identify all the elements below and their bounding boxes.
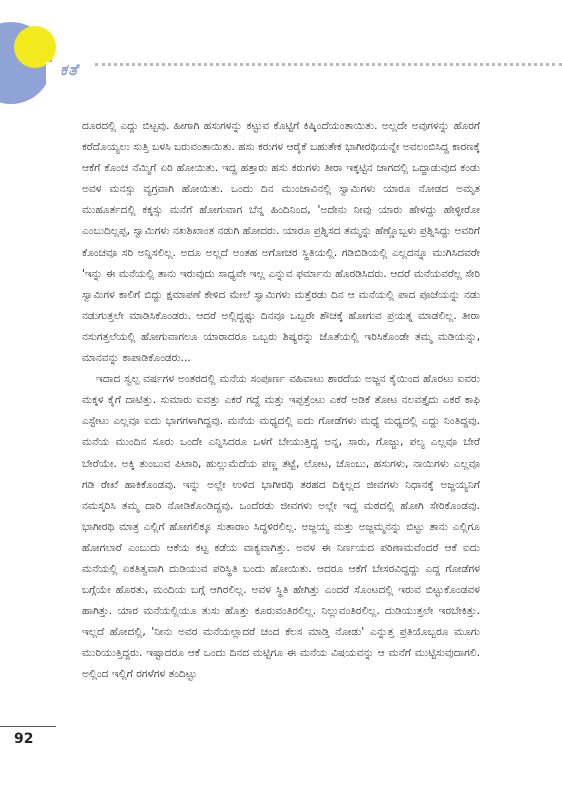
article-body <box>82 116 480 686</box>
page-number: 92 <box>14 731 34 747</box>
header-dotted-rule <box>95 63 562 66</box>
section-label: ಕತೆ <box>60 60 79 79</box>
paragraph: ದೂರದಲ್ಲಿ ಎದ್ದು ಬಿಟ್ಟವು. ಹೀಗಾಗಿ ಹಸುಗಳನ್ನು ಕಟ್ಟುವ ಕೊಟ್ಟಿಗೆ ಕಿಷ್ಕಿಂದೆಯಂತಾಯಿತು. ಅಲ್ಲದೇ ಅವುಗಳನ್ನು ಹೊರಗೆ ಕರೆದೊಯ್ಯಲು ಸುತ್ತಿ ಬಳಸಿ ಬರುವಂತಾಯಿತು. ಹಸು ಕರುಗಳ ಆರೈಕೆ ಬಹುತೇಕ ಭಾಗೀರಥಿಯನ್ನೇ ಅವಲಂಬಿಸಿದ್ದ ಕಾರಣಕ್ಕೆ ಆಕೆಗೆ ಕೊಂಚ ನೆಮ್ಮಿಗೆ ಏರಿ ಹೋಯಿತು. ಇದ್ದ ಹತ್ತಾರು ಹಸು ಕರುಗಳು ತೀರಾ ಇಕ್ಕಟ್ಟಿನ ಜಾಗದಲ್ಲಿ ಒದ್ದಾಡುವುದ ಕಂಡು ಅವಳ ಮನಸ್ಸು ವ್ಯಗ್ರವಾಗಿ ಹೋಯಿತು. ಒಂದು ದಿನ ಮುಂಜಾವಿನಲ್ಲಿ ಸ್ವಾಮಿಗಳು ಯಾರೂ ನೋಡದ ಅಮೃತ ಮುಹೂರ್ತದಲ್ಲಿ ಕಕ್ಕಸ್ಸು ಮನೆಗೆ ಹೋಗುವಾಗ ಬೆನ್ನ ಹಿಂದಿನಿಂದ, 'ಅದೇನು ನೀವು ಯಾರು ಹೇಳದ್ದು ಹೇಳ್ಳೀರೋ ಎಂಬುದಿಲ್ಲಪ್ಪ, ಸ್ವಾಮಿಗಳು ನಖಶಿಖಾಂತ ನಡುಗಿ ಹೋದರು. ಯಾರೂ ಪ್ರಶ್ನಿಸದ ತಮ್ಮನ್ನು ಹೆಣ್ಣೊಬ್ಬಳು ಪ್ರಶ್ನಿಸಿದ್ದು ಅವರಿಗೆ ಕೊಂಚವೂ ಸರಿ ಅನ್ನಿಸಲಿಲ್ಲ. ಅದೂ ಅಲ್ಲದೆ ಅಂತಹ ಅಗೋಚರ ಸ್ಥಿತಿಯಲ್ಲಿ. ಗಡಿಬಿಡಿಯಲ್ಲಿ ಎಲ್ಲದನ್ನೂ ಮುಗಿಸಿದವರೇ 'ಇನ್ನು ಈ ಮನೆಯಲ್ಲಿ ತಾನು ಇರುವುದು ಸಾಧ್ಯವೇ ಇಲ್ಲ ಎನ್ನುವ ಫರ್ಮಾನು ಹೊರಡಿಸಿದರು. ಆದರೆ ಮನೆಯವರೆಲ್ಲ ಸೇರಿ ಸ್ವಾಮಿಗಳ ಕಾಲಿಗೆ ಬಿದ್ದು ಕ್ಷಮಾಪಣೆ ಕೇಳಿದ ಮೇಲೆ ಸ್ವಾಮಿಗಳು ಮತ್ತೆರಡು ದಿನ ಆ ಮನೆಯಲ್ಲಿ ಪಾದ ಪೂಜೆಯನ್ನು ನಡು ನಡುಗುತ್ತಲೇ ಮಾಡಿಸಿಕೊಂಡರು. ಆದರೆ ಅಲ್ಲಿದ್ದಷ್ಟು ದಿನವೂ ಒಬ್ಬರೇ ಶೌಚಕ್ಕೆ ಹೋಗುವ ಪ್ರಯತ್ನ ಮಾಡಲಿಲ್ಲ. ತೀರಾ ನಸುಗತ್ತಲೆಯಲ್ಲಿ ಹೋಗುವಾಗಲೂ ಯಾರಾದರೂ ಒಬ್ಬರು ಶಿಷ್ಯರನ್ನು ಜೊತೆಯಲ್ಲಿ ಇರಿಸಿಕೊಂಡೇ ತಮ್ಮ ಮಡಿಯನ್ನು, ಮಾನವನ್ನು ಕಾಪಾಡಿಕೊಂಡರು... <box>82 120 480 365</box>
footer-rule <box>0 726 56 727</box>
paragraph: ಇದಾದ ಸ್ವಲ್ಪ ವರ್ಷಗಳ ಅಂತರದಲ್ಲಿ ಮನೆಯ ಸಂಪೂರ್ಣ ವಹಿವಾಟು ಶಾರದೆಯ ಅಜ್ಜನ ಕೈಯಿಂದ ಹೊರಟು ಐವರು ಮಕ್ಕಳ ಕೈಗೆ ದಾಟಿತ್ತು. ಸುಮಾರು ಐವತ್ತು ಎಕರೆ ಗದ್ದೆ ಮತ್ತು ಇಪ್ಪತ್ತೆಂಟು ಎಕರೆ ಅಡಿಕೆ ತೋಟ ನಲವತ್ತೈದು ಎಕರೆ ಕಾಫಿ ಎಸ್ಟೇಟು ಎಲ್ಲವೂ ಐದು ಭಾಗಗಳಾಗಿದ್ದವು. ಮನೆಯ ಮಧ್ಯದಲ್ಲಿ ಐದು ಗೋಡೆಗಳು ಮಧ್ಯೆ ಮಧ್ಯದಲ್ಲಿ ಎದ್ದು ನಿಂತಿದ್ದವು. ಮನೆಯ ಮುಂದಿನ ಸೂರು ಒಂದೇ ಎನ್ನಿಸಿದರೂ ಒಳಗೆ ಬೇಯುತ್ತಿದ್ದ ಅನ್ನ, ಸಾರು, ಗೊಜ್ಜು, ಪಲ್ಯ ಎಲ್ಲವೂ ಬೇರೆ ಬೇರೆಯೇ. ಅಕ್ಕಿ ತುಂಬುವ ಪಿಟಾರಿ, ಹುಲ್ಲುಮೆದೆಯ ಪಣ್ಣ ತಟ್ಟೆ, ಲೋಟ, ಚೊಂಬು, ಹಸುಗಳು, ನಾಯಿಗಳು ಎಲ್ಲವೂ ಗಡಿ ರೇಖೆ ಹಾಕಿಕೊಂಡವು. ಇನ್ನು ಅಲ್ಲೇ ಉಳಿದ ಭಾಗೀರಥಿ ತರಹದ ದಿಕ್ಕಿಲ್ಲದ ಜೀವಗಳು ನಿಧಾನಕ್ಕೆ ಅಜ್ಜಯ್ಯನಿಗೆ ನಮಸ್ಕರಿಸಿ ತಮ್ಮ ದಾರಿ ನೋಡಿಕೊಂಡಿದ್ದವು. ಒಂದೆರಡು ಜೀವಗಳು ಅಲ್ಲೇ ಇದ್ದ ಮಠದಲ್ಲಿ ಹೋಗಿ ಸೇರಿಕೊಂಡವು. ಭಾಗೀರಥಿ ಮಾತ್ರ ಎಲ್ಲಿಗೆ ಹೋಗಲಿಕ್ಕೂ ಸುತಾರಾಂ ಸಿದ್ಧಳಿರಲಿಲ್ಲ. ಅಜ್ಜಯ್ಯ ಮತ್ತು ಅಜ್ಜಮ್ಮನನ್ನು ಬಿಟ್ಟು ತಾನು ಎಲ್ಲಿಗೂ ಹೋಗಲಾರೆ ಎಂಬುದು ಆಕೆಯ ಕಟ್ಟ ಕಡೆಯ ವಾಕ್ಯವಾಗಿತ್ತು. ಅವಳ ಈ ನಿರ್ಣಯದ ಪರಿಣಾಮವೆಂದರೆ ಆಕೆ ಐದು ಮನೆಯಲ್ಲಿ ಏಕತಿತ್ವವಾಗಿ ದುಡಿಯುವ ಪರಿಸ್ಥಿತಿ ಬಂದು ಹೋಯಿತು. ಆದರೂ ಆಕೆಗೆ ಬೇಸರವಿದ್ದದ್ದು ಎದ್ದ ಗೋಡೆಗಳ ಬಗ್ಗೆಯೇ ಹೊರತು, ಮಂದಿಯ ಬಗ್ಗೆ ಆಗಿರಲಿಲ್ಲ. ಅವಳ ಸ್ಥಿತಿ ಹೇಗಿತ್ತು ಎಂದರೆ ಸೊಂಟದಲ್ಲಿ ಇರುವ ಬಿಟ್ಟುಕೊಂಡವಳ ಹಾಗಿತ್ತು. ಯಾರ ಮನೆಯಲ್ಲಿಯೂ ತುಸು ಹೊತ್ತು ಕೂರುವಂತಿರಲಿಲ್ಲ. ನಿಲ್ಲುವಂತಿರಲಿಲ್ಲ. ದುಡಿಯುತ್ತಲೇ ಇರಬೇಕಿತ್ತು. ಇಲ್ಲದೆ ಹೋದಲ್ಲಿ, 'ನೀನು ಅವರ ಮನೆಯಲ್ಲಾದರೆ ಚಂದ ಕೆಲಸ ಮಾಡ್ತಿ ನೋಡು' ಎನ್ನುತ್ತ ಪ್ರತಿಯೊಬ್ಬರೂ ಮೂಗು ಮುರಿಯುತ್ತಿದ್ದರು. ಇಷ್ಟಾದರೂ ಆಕೆ ಒಂದು ದಿನದ ಮಟ್ಟಿಗೂ ಈ ಮನೆಯ ವಿಷಯವನ್ನು ಆ ಮನೆಗೆ ಮುಟ್ಟಿಸುವುದಾಗಲಿ. ಅಲ್ಲಿಂದ ಇಲ್ಲಿಗೆ ರಗಳೆಗಳ ತಂದಿಟ್ಟು <box>82 373 480 681</box>
